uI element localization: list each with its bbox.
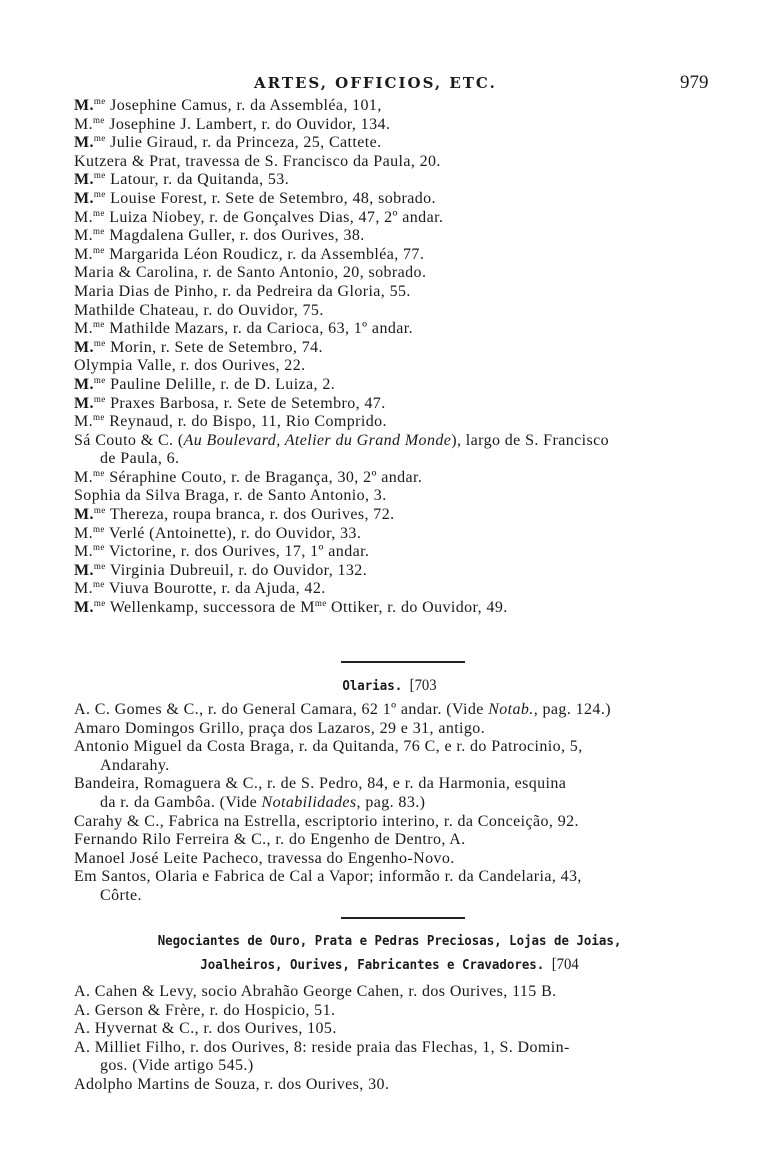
italic-text: Au Boulevard, Atelier du Grand Monde: [183, 431, 452, 449]
entry-text: Josephine Camus, r. da Assembléa, 101,: [105, 97, 382, 114]
directory-entry: [74, 227, 734, 246]
entry-text: Bandeira, Romaguera & C., r. de S. Pedro, 84, e r. da Harmonia, esquina: [74, 775, 567, 793]
directory-entry: [74, 190, 734, 209]
entry-text: Reynaud, r. do Bispo, 11, Rio Comprido.: [104, 413, 387, 431]
page-number: 979: [680, 72, 709, 93]
title-abbrev-sup: me: [93, 505, 106, 516]
entry-text: M.: [74, 320, 94, 338]
entry-text: Praxes Barbosa, r. Sete de Setembro, 47.: [105, 394, 386, 412]
entry-text: M.: [74, 375, 94, 393]
entry-text: M.: [74, 208, 94, 226]
directory-entry: [74, 813, 734, 832]
title-abbrev-sup: me: [93, 319, 105, 330]
directory-entry: [74, 395, 734, 414]
entry-text: A. Gerson & Frère, r. do Hospicio, 51.: [74, 1001, 336, 1019]
entries-ourives: [74, 983, 734, 1095]
heading-line: [31, 674, 748, 698]
entry-text: Côrte.: [100, 886, 142, 904]
directory-entry: [74, 413, 734, 432]
directory-entry: [74, 432, 734, 469]
entry-continuation: [74, 757, 734, 776]
entry-text: gos. (Vide artigo 545.): [100, 1057, 254, 1075]
directory-entry: [74, 153, 734, 172]
directory-entry: [74, 171, 734, 190]
entry-continuation: [74, 887, 734, 906]
entry-text: M.: [74, 171, 94, 189]
entry-text: A. Milliet Filho, r. dos Ourives, 8: reside praia das Flechas, 1, S. Domin-: [74, 1038, 570, 1056]
directory-entry: [74, 562, 734, 581]
title-abbrev-sup: me: [93, 170, 106, 181]
heading-text: Joalheiros, Ourives, Fabricantes e Cravadores.: [200, 957, 545, 973]
entry-text: Manoel José Leite Pacheco, travessa do Engenho-Novo.: [74, 849, 455, 867]
entry-text: Virginia Dubreuil, r. do Ouvidor, 132.: [105, 561, 368, 579]
section-divider: [341, 661, 465, 663]
entry-text: Ottiker, r. do Ouvidor, 49.: [326, 599, 508, 617]
italic-text: Notabilidades: [261, 793, 357, 811]
entry-text: Antonio Miguel da Costa Braga, r. da Quitanda, 76 C, e r. do Patrocinio, 5,: [74, 738, 583, 756]
entry-text: , pag. 83.): [356, 793, 426, 811]
page-header: [0, 74, 779, 98]
entry-text: Adolpho Martins de Souza, r. dos Ourives, 30.: [74, 1075, 390, 1093]
entries-modistas: [74, 97, 734, 618]
entry-text: M.: [74, 413, 94, 431]
heading-text: Olarias.: [342, 678, 403, 694]
title-abbrev-sup: me: [93, 374, 106, 385]
entry-text: Sophia da Silva Braga, r. de Santo Antonio, 3.: [74, 487, 387, 505]
directory-entry: [74, 850, 734, 869]
section-number: [703: [409, 677, 437, 694]
entry-continuation: [74, 450, 734, 469]
entry-text: , pag. 124.): [533, 701, 611, 718]
entry-text: M.: [74, 506, 94, 524]
directory-entry: [74, 320, 734, 339]
entry-text: M.: [74, 394, 94, 412]
entry-text: Louise Forest, r. Sete de Setembro, 48, sobrado.: [105, 189, 436, 207]
directory-entry: [74, 97, 734, 116]
entry-text: Amaro Domingos Grillo, praça dos Lazaros, 29 e 31, antigo.: [74, 719, 486, 737]
entry-text: M.: [74, 189, 94, 207]
section-divider: [341, 917, 465, 919]
title-abbrev-sup: me: [93, 188, 106, 199]
section-heading-ourives: [31, 929, 748, 977]
entries-olarias: [74, 701, 734, 906]
entry-text: Verlé (Antoinette), r. do Ouvidor, 33.: [104, 524, 362, 542]
entry-text: M.: [74, 543, 94, 561]
directory-entry: [74, 543, 734, 562]
entry-text: Maria & Carolina, r. de Santo Antonio, 20, sobrado.: [74, 264, 427, 282]
directory-entry: [74, 580, 734, 599]
entry-text: Viuva Bourotte, r. da Ajuda, 42.: [104, 580, 326, 598]
directory-entry: [74, 525, 734, 544]
entry-text: Fernando Rilo Ferreira & C., r. do Engenho de Dentro, A.: [74, 831, 466, 849]
title-abbrev-sup: me: [93, 467, 105, 478]
title-abbrev-sup: me: [93, 226, 105, 237]
directory-entry: [74, 983, 734, 1002]
entry-text: M.: [74, 468, 94, 486]
directory-entry: [74, 264, 734, 283]
entry-text: Morin, r. Sete de Setembro, 74.: [105, 338, 323, 356]
entry-text: M.: [74, 245, 94, 263]
entry-text: Julie Giraud, r. da Princeza, 25, Cattete.: [105, 134, 382, 152]
entry-text: Victorine, r. dos Ourives, 17, 1º andar.: [104, 543, 370, 561]
title-abbrev-sup: me: [93, 207, 105, 218]
title-abbrev-sup: me: [93, 579, 105, 590]
heading-text: Negociantes de Ouro, Prata e Pedras Preciosas, Lojas de Joias,: [157, 933, 622, 949]
directory-entry: [74, 1020, 734, 1039]
title-abbrev-sup: me: [93, 412, 105, 423]
entry-text: M.: [74, 115, 94, 133]
entry-text: M.: [74, 227, 94, 245]
directory-entry: [74, 1002, 734, 1021]
title-abbrev-sup: me: [314, 598, 327, 609]
entry-text: A. Cahen & Levy, socio Abrahão George Cahen, r. dos Ourives, 115 B.: [74, 983, 557, 1000]
directory-entry: [74, 209, 734, 228]
entry-text: M.: [74, 97, 94, 114]
entry-text: Magdalena Guller, r. dos Ourives, 38.: [104, 227, 365, 245]
entry-text: da r. da Gambôa. (Vide: [100, 793, 262, 811]
title-abbrev-sup: me: [93, 523, 105, 534]
entry-text: Luiza Niobey, r. de Gonçalves Dias, 47, 2º andar.: [104, 208, 444, 226]
directory-entry: [74, 599, 734, 618]
directory-entry: [74, 302, 734, 321]
entry-text: Sá Couto & C. (: [74, 431, 184, 449]
entry-text: Mathilde Chateau, r. do Ouvidor, 75.: [74, 301, 324, 319]
directory-entry: [74, 831, 734, 850]
entry-text: M.: [74, 580, 94, 598]
entry-text: A. C. Gomes & C., r. do General Camara, 62 1º andar. (Vide: [74, 701, 489, 718]
entry-text: Latour, r. da Quitanda, 53.: [105, 171, 290, 189]
title-abbrev-sup: me: [93, 560, 106, 571]
entry-text: Olympia Valle, r. dos Ourives, 22.: [74, 357, 306, 375]
entry-text: Em Santos, Olaria e Fabrica de Cal a Vapor; informão r. da Candelaria, 43,: [74, 868, 582, 886]
entry-text: M.: [74, 599, 94, 617]
entry-text: Thereza, roupa branca, r. dos Ourives, 72.: [105, 506, 395, 524]
directory-entry: [74, 376, 734, 395]
title-abbrev-sup: me: [93, 337, 106, 348]
entry-text: Wellenkamp, successora de M: [105, 599, 315, 617]
directory-entry: [74, 246, 734, 265]
directory-entry: [74, 738, 734, 775]
entry-text: Josephine J. Lambert, r. do Ouvidor, 134.: [104, 115, 391, 133]
title-abbrev-sup: me: [93, 244, 105, 255]
title-abbrev-sup: me: [93, 598, 106, 609]
directory-entry: [74, 775, 734, 812]
directory-entry: [74, 1076, 734, 1095]
directory-entry: [74, 469, 734, 488]
title-abbrev-sup: me: [93, 133, 106, 144]
directory-entry: [74, 506, 734, 525]
directory-entry: [74, 487, 734, 506]
directory-entry: [74, 134, 734, 153]
title-abbrev-sup: me: [93, 96, 106, 106]
entry-text: A. Hyvernat & C., r. dos Ourives, 105.: [74, 1020, 337, 1038]
entry-continuation: [74, 1057, 734, 1076]
directory-entry: [74, 339, 734, 358]
directory-entry: [74, 283, 734, 302]
running-title: ARTES, OFFICIOS, ETC.: [254, 74, 497, 92]
title-abbrev-sup: me: [93, 114, 105, 125]
italic-text: Notab.: [488, 701, 534, 718]
directory-entry: [74, 357, 734, 376]
entry-text: M.: [74, 524, 94, 542]
entry-text: Maria Dias de Pinho, r. da Pedreira da Gloria, 55.: [74, 282, 411, 300]
entry-text: Pauline Delille, r. de D. Luiza, 2.: [105, 375, 336, 393]
entry-text: M.: [74, 338, 94, 356]
entry-text: Mathilde Mazars, r. da Carioca, 63, 1º andar.: [104, 320, 413, 338]
section-number: [704: [551, 956, 579, 973]
directory-entry: [74, 701, 734, 720]
title-abbrev-sup: me: [93, 393, 106, 404]
title-abbrev-sup: me: [93, 542, 105, 553]
section-heading-olarias: [31, 674, 748, 698]
heading-line: [31, 953, 748, 977]
entry-text: M.: [74, 561, 94, 579]
entry-text: Andarahy.: [100, 756, 170, 774]
heading-line: [31, 929, 748, 953]
entry-continuation: [74, 794, 734, 813]
entry-text: Kutzera & Prat, travessa de S. Francisco da Paula, 20.: [74, 152, 441, 170]
directory-entry: [74, 868, 734, 905]
entry-text: de Paula, 6.: [100, 450, 180, 468]
entry-text: ), largo de S. Francisco: [451, 431, 609, 449]
entry-text: Margarida Léon Roudicz, r. da Assembléa, 77.: [104, 245, 425, 263]
directory-entry: [74, 116, 734, 135]
entry-text: M.: [74, 134, 94, 152]
entry-text: Séraphine Couto, r. de Bragança, 30, 2º andar.: [104, 468, 423, 486]
entry-text: Carahy & C., Fabrica na Estrella, escriptorio interino, r. da Conceição, 92.: [74, 812, 579, 830]
directory-entry: [74, 1039, 734, 1076]
directory-entry: [74, 720, 734, 739]
